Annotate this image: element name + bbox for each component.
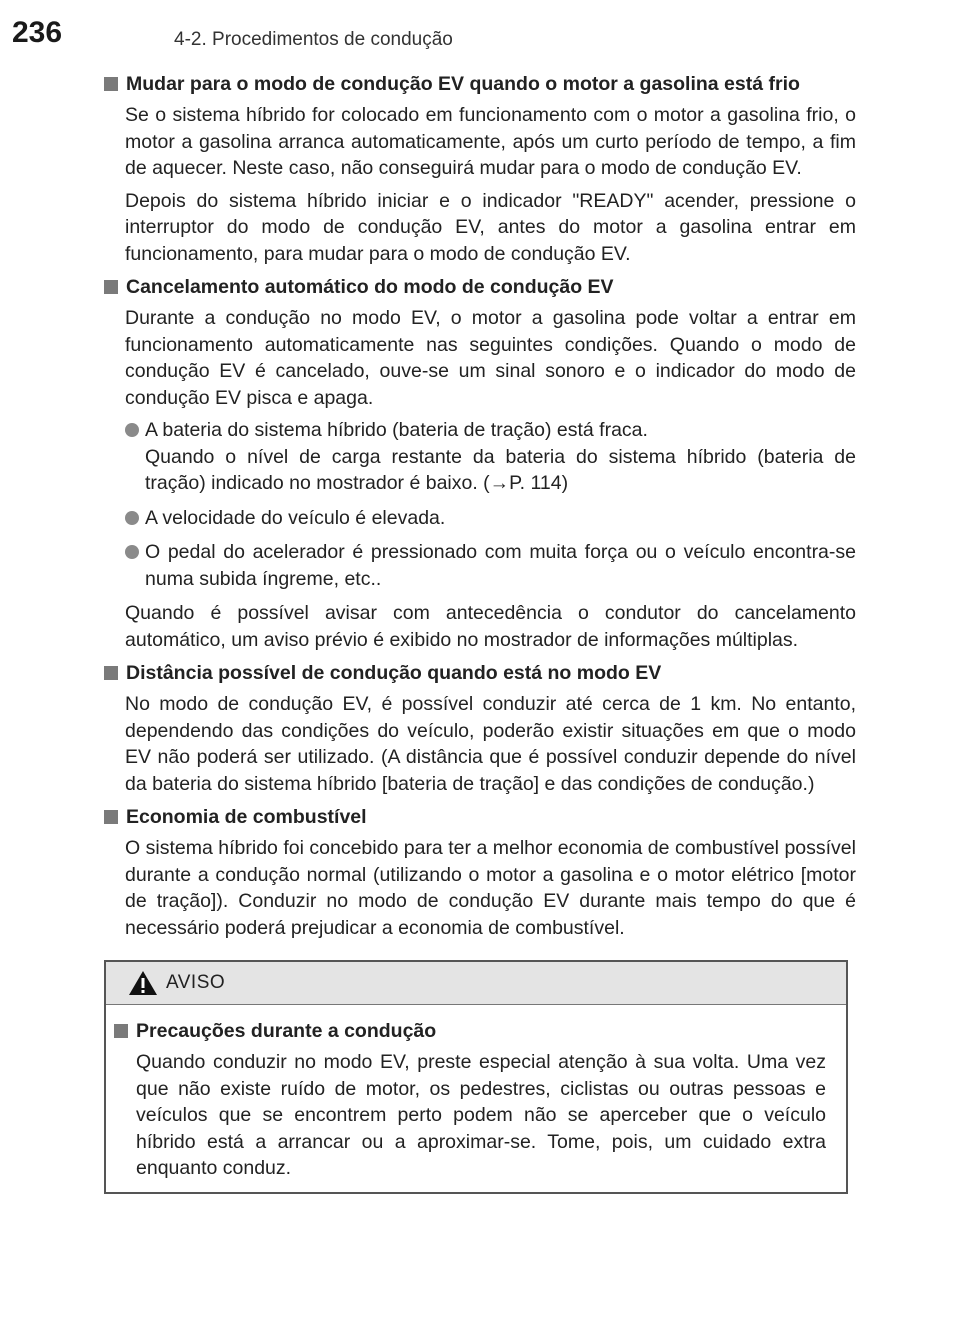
square-bullet-icon <box>104 280 118 294</box>
warning-body <box>106 1005 846 1182</box>
square-bullet-icon <box>114 1024 128 1038</box>
square-bullet-icon <box>104 77 118 91</box>
warning-heading <box>114 1017 826 1045</box>
section-heading-text: Mudar para o modo de condução EV quando o motor a gasolina está frio <box>126 73 800 95</box>
section-heading <box>104 659 856 687</box>
page-header <box>0 0 960 80</box>
paragraph: O sistema híbrido foi concebido para ter a melhor economia de combustível possível durante a condução normal (utilizando o motor a gasolina e o motor elétrico [motor de tração]). Conduzir no modo de condução EV durante mais tempo do que é necessário poderá prejudicar a economia de combustível. <box>125 837 856 939</box>
section-heading <box>104 70 856 98</box>
paragraph: Se o sistema híbrido for colocado em funcionamento com o motor a gasolina frio, o motor a gasolina arranca automaticamente, após um curto período de tempo, a fim de aquecer. Neste caso, não conseguirá mudar para o modo de condução EV. <box>125 104 856 179</box>
warning-title: AVISO <box>166 972 226 993</box>
paragraph: Quando é possível avisar com antecedência o condutor do cancelamento automático, um aviso prévio é exibido no mostrador de informações múltiplas. <box>125 602 856 651</box>
paragraph: Durante a condução no modo EV, o motor a gasolina pode voltar a entrar em funcionamento automaticamente nas seguintes condições. Quando o modo de condução EV é cancelado, ouve-se um sinal sonoro e o indicador do modo de condução EV pisca e apaga. <box>125 307 856 409</box>
circle-bullet-icon <box>125 423 139 437</box>
circle-bullet-icon <box>125 545 139 559</box>
list-item-text: A velocidade do veículo é elevada. <box>145 506 446 529</box>
list-item-text: A bateria do sistema híbrido (bateria de tração) está fraca. <box>145 419 648 441</box>
square-bullet-icon <box>104 810 118 824</box>
section-heading-text: Economia de combustível <box>126 806 367 828</box>
list-item <box>125 505 856 532</box>
warning-triangle-icon <box>128 970 158 996</box>
section-heading-text: Cancelamento automático do modo de condução EV <box>126 276 614 298</box>
warning-text: Quando conduzir no modo EV, preste especial atenção à sua volta. Uma vez que não existe ruído de motor, os pedestres, ciclistas ou outras pessoas e veículos que se encontrem perto podem não se aperceber que o veículo híbrido está a arrancar ou a aproximar-se. Tome, pois, um cuidado extra enquanto conduz. <box>136 1051 826 1179</box>
list-item-text: O pedal do acelerador é pressionado com muita força ou o veículo encontra-se numa subida íngreme, etc.. <box>145 541 856 590</box>
section-auto-cancel <box>104 273 856 653</box>
list-item-detail: Quando o nível de carga restante da bateria do sistema híbrido (bateria de tração) indicado no mostrador é baixo. (→P. 114) <box>145 445 856 494</box>
circle-bullet-icon <box>125 511 139 525</box>
chapter-title: 4-2. Procedimentos de condução <box>174 29 453 50</box>
paragraph: Depois do sistema híbrido iniciar e o indicador "READY" acender, pressione o interruptor do modo de condução EV, antes do motor a gasolina entrar em funcionamento, para mudar para o modo de condução EV. <box>125 189 856 265</box>
square-bullet-icon <box>104 666 118 680</box>
list-item <box>125 417 856 497</box>
page-number: 236 <box>12 16 63 49</box>
section-ev-cold-engine <box>104 70 856 267</box>
warning-heading-text: Precauções durante a condução <box>136 1020 437 1042</box>
paragraph: No modo de condução EV, é possível conduzir até cerca de 1 km. No entanto, dependendo das condições do veículo, poderão existir situações em que o modo EV não poderá ser utilizado. (A distância que é possível conduzir depende do nível da bateria do sistema híbrido [bateria de tração] e das condições de condução.) <box>125 693 856 795</box>
list-item <box>125 539 856 592</box>
section-fuel-economy <box>104 803 856 941</box>
section-heading-text: Distância possível de condução quando está no modo EV <box>126 662 662 684</box>
section-ev-range <box>104 659 856 797</box>
section-heading <box>104 803 856 831</box>
warning-box <box>104 960 848 1194</box>
warning-header <box>106 962 846 1005</box>
main-content <box>104 70 856 947</box>
section-heading <box>104 273 856 301</box>
